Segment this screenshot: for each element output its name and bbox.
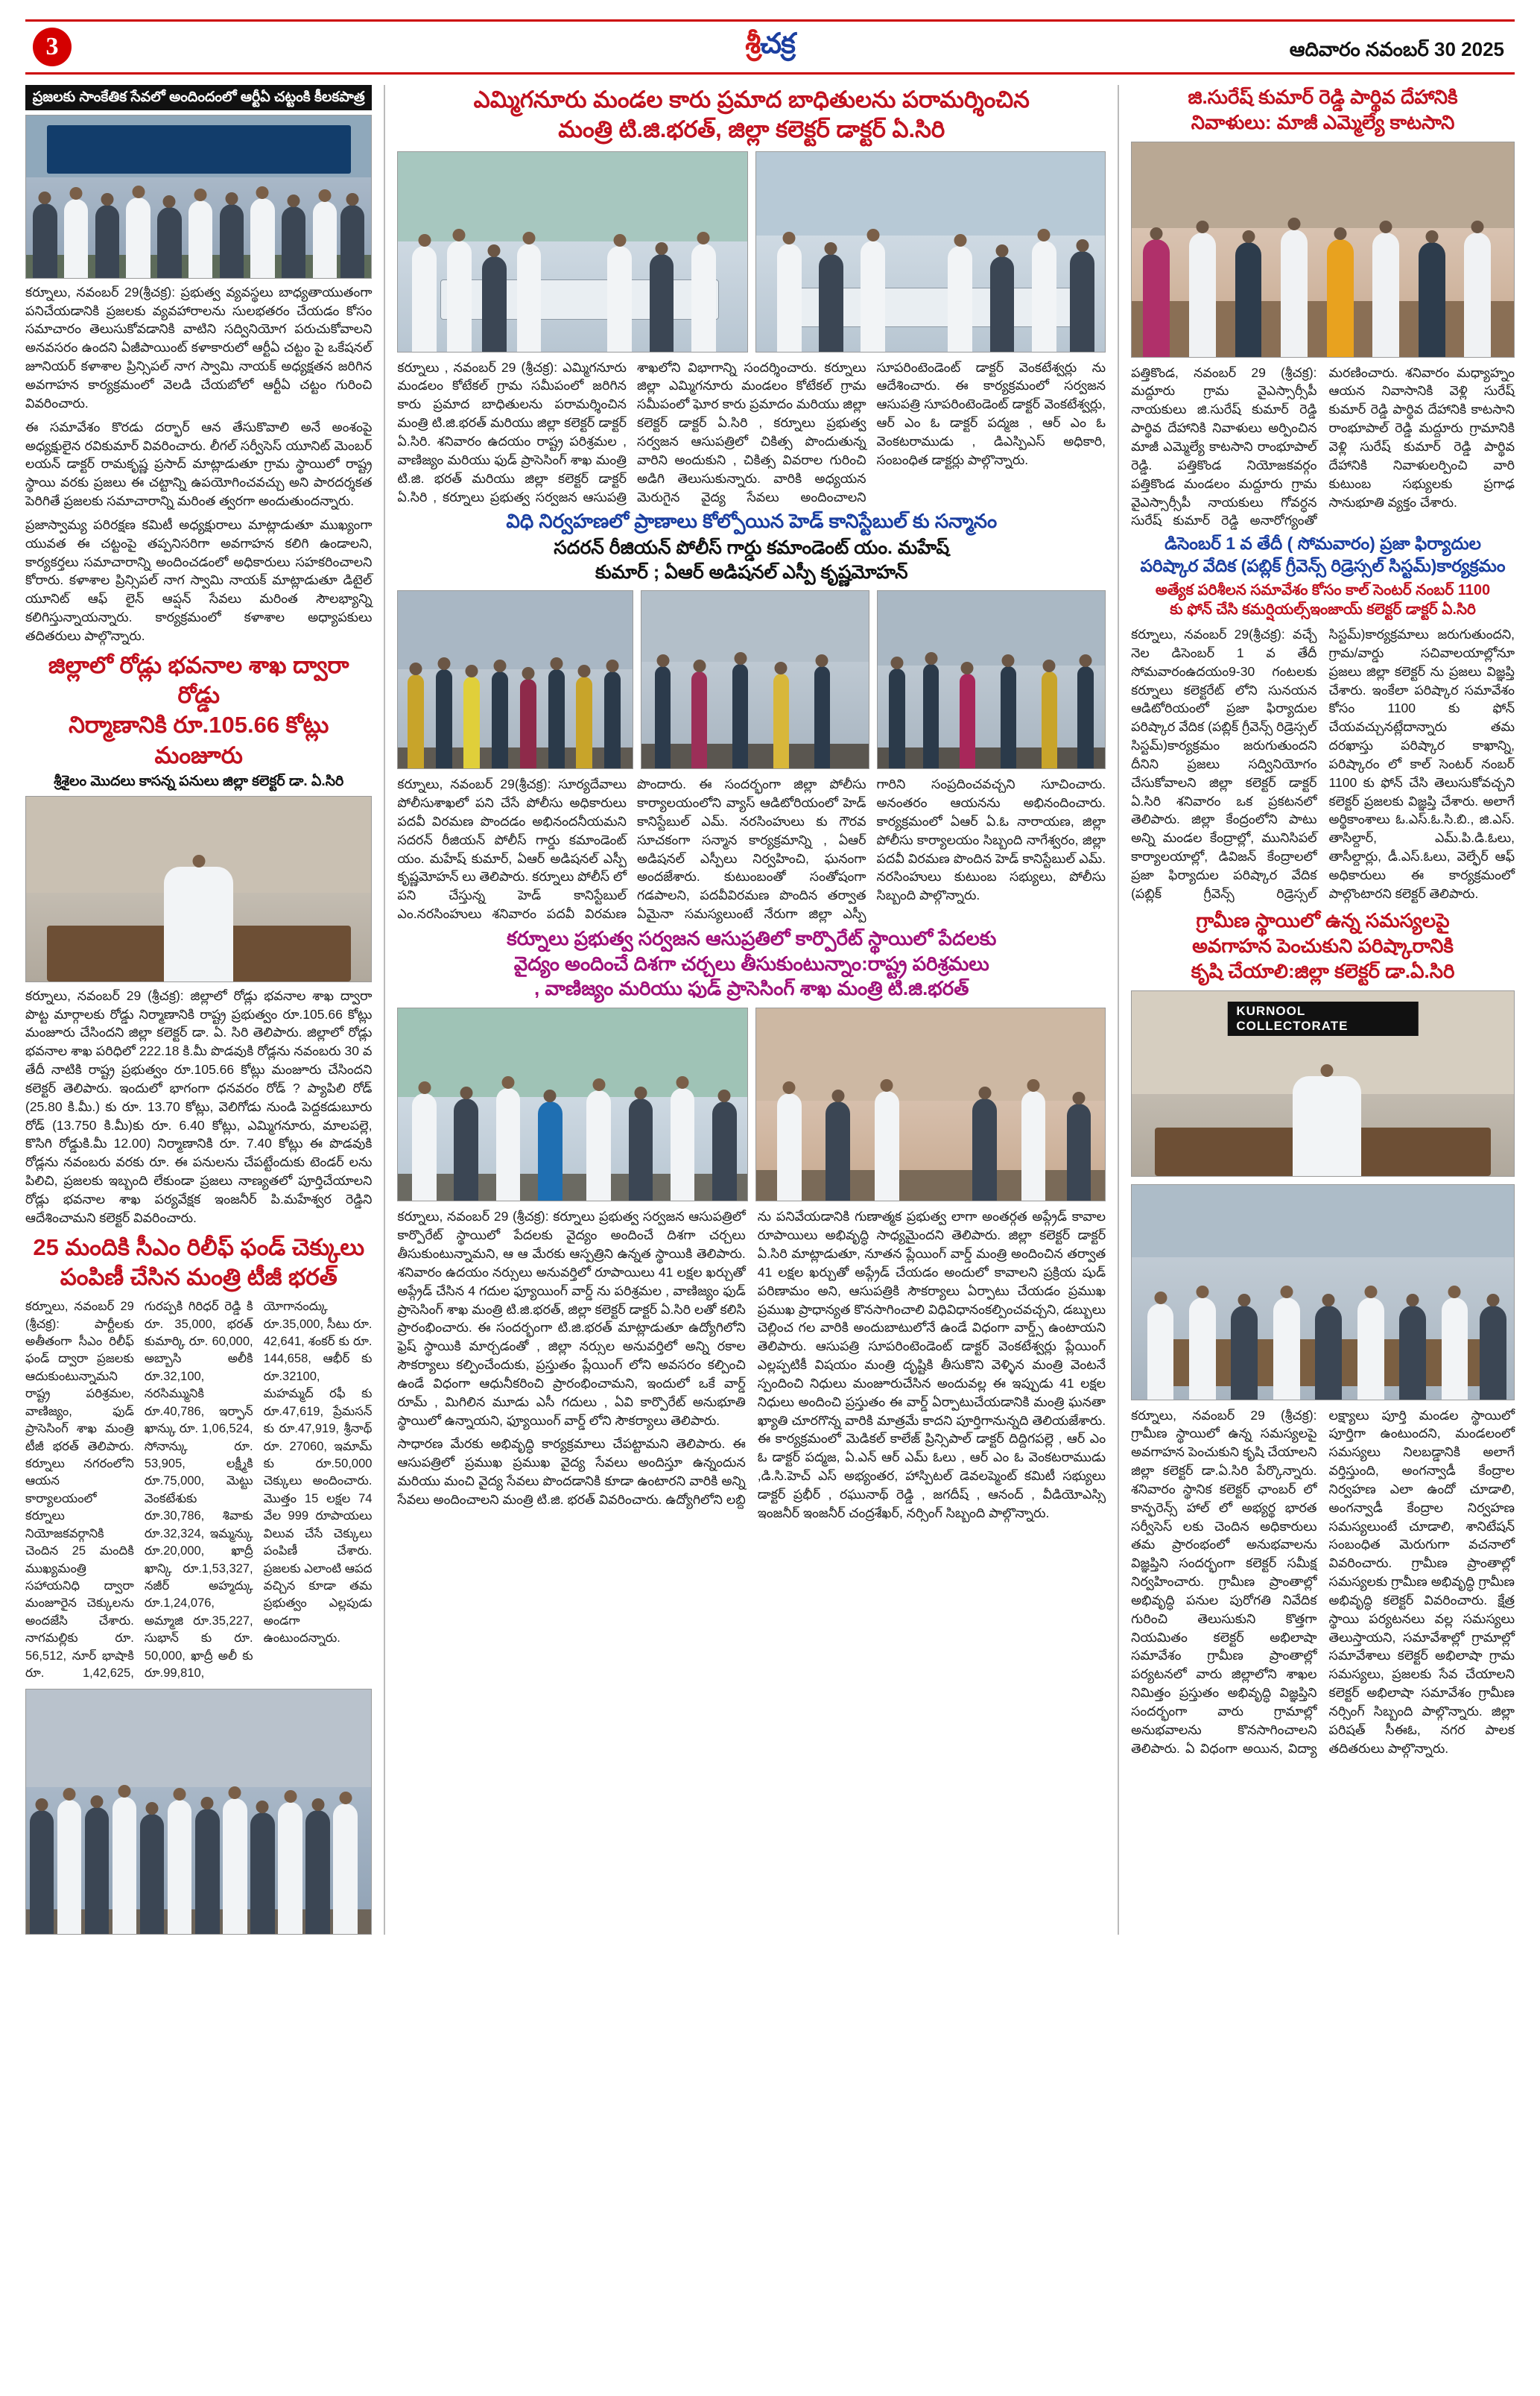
c2-story2-headline-1: విధి నిర్వహణలో ప్రాణాలు కోల్పోయిన హెడ్ కానిస్టేబుల్ కు సన్మానం <box>506 510 998 533</box>
c3-story1-headline-2: నివాళులు: మాజీ ఎమ్మెల్యే కాటసాని <box>1191 110 1455 133</box>
c2-story3-photo-1 <box>397 1008 747 1201</box>
c3-story3-photo-2 <box>1131 1184 1515 1400</box>
c3-story3-headline-1: గ్రామీణ స్థాయిలో ఉన్న సమస్యలపై <box>1196 909 1450 932</box>
c3-story2-sub-2: కు ఫోన్ చేసి కమర్షియల్స్ఇంజాయ్ కలెక్టర్ డాక్టర్ ఏ.సిరి <box>1170 601 1476 618</box>
c2-story2-photo-3 <box>877 590 1106 769</box>
c3-story3-body: కర్నూలు, నవంబర్ 29 (శ్రీచక్ర): గ్రామీణ స్థాయిలో ఉన్న సమస్యలపై అవగాహన పెంచుకుని కృషి చేయాలని జిల్లా కలెక్టర్ డా.ఏ.సిరి పేర్కొన్నారు. శనివారం స్థానిక కలెక్టర్ ఛాంబర్ లో కాన్ఫరెన్స్ హాల్ లో అభ్యర్థ భారత సర్వీసెస్ లకు చెందిన అధికారులు తమ ప్రారంభంలో అనుభవాలను విజ్ఞప్తిని సందర్భంగా కలెక్టర్ సమీక్ష నిర్వహించారు. గ్రామీణ ప్రాంతాల్లో అభివృద్ధి పనుల పురోగతి నివేదిక గురించి తెలుసుకుని కొత్తగా నియమితం కలెక్టర్ అభిలాషా సమావేశం గ్రామీణ ప్రాంతాల్లో పర్యటనలో వారు జిల్లాలోని శాఖల నిమిత్తం ప్రస్తుతం అభివృద్ధి విజ్ఞప్తిని సందర్భంగా వారు గ్రామాల్లో అనుభవాలను కొనసాగించాలని తెలిపారు. ఏ విధంగా అయిన, విద్యా లక్ష్యాలు పూర్తి మండల స్థాయిలో పూర్తిగా ఉంటుందని, మండలంలో సమస్యలు నిలబడ్డానికి అలాగే వర్తిస్తుంది, అంగన్వాడీ కేంద్రాల నిర్వహణ ఎలా ఉందో చూడాలి, అంగన్వాడీ కేంద్రాల నిర్వహణ సమస్యలుంటే చూడాలి, శానిటేషన్ సంబంధిత మెరుగుగా వచనాలో వివరించారు. గ్రామీణ ప్రాంతాల్లో సమస్యలకు గ్రామీణ అభివృద్ధి గ్రామీణ అభివృద్ధి కలెక్టర్ వివరించారు. క్షేత్ర స్థాయి పర్యటనలు వల్ల సమస్యలు తెలుస్తాయని, సమావేశాల్లో గ్రామాల్లో సమావేశాలు కలెక్టర్ అభిలాషా గ్రామ సమస్యలు, ప్రజలకు సేవ చేయాలని కలెక్టర్ అభిలాషా సమావేశం గ్రామీణ నర్సింగ్ సిబ్బంది పాల్గొన్నారు. జిల్లా పరిషత్ సీఈఓ, నగర పాలక తదితరులు పాల్గొన్నారు. <box>1131 1407 1515 1756</box>
c3-story1-photo <box>1131 142 1515 358</box>
dateline: ఆదివారం నవంబర్ 30 2025 <box>1289 38 1504 60</box>
column-divider-1 <box>384 85 385 1935</box>
c3-story3-photo-1 <box>1131 990 1515 1177</box>
column-right <box>1131 85 1515 1935</box>
c3-story3-headline-2: అవగాహన పెంచుకుని పరిష్కారానికి <box>1192 934 1454 957</box>
story2-body: కర్నూలు, నవంబర్ 29 (శ్రీచక్ర): జిల్లాలో రోడ్లు భవనాల శాఖ ద్వారా పొట్ట మార్గాలకు రోడ్డు నిర్మాణానికి రాష్ట్ర ప్రభుత్వం రూ.105.66 కోట్లు మంజూరు చేసిందని జిల్లా కలెక్టర్ డా. ఏ. సిరి తెలిపారు. జిల్లాలో రోడ్లు భవనాల శాఖ పరిధిలో 222.18 కి.మీ పొడవుకి రోడ్లను నవంబరు 30 వ తేదీ నాటికి రాష్ట్ర ప్రభుత్వం రూ.105.66 కోట్లు మంజూరు చేసిందని కలెక్టర్ తెలిపారు. ఇందులో భాగంగా ధనవరం రోడ్ ? ప్యాపిలి రోడ్ (25.80 కి.మీ.) కు రూ. 13.70 కోట్లు, వెలిగోడు నుండి పెద్దకడుబూరు రోడ్ (13.750 కి.మీ)కు రూ. 6.40 కోట్లు, ఎమ్మిగనూరు, మాలపల్లె, కొసిగి రోడ్డుకి.మీ 12.00) నిర్మాణానికి రూ. 7.40 కోట్లు ఈ పొడవుకి రోడ్లను నవంబరు వరకు రూ. ఈ పనులను చేపట్టేందుకు టెండర్ లను పిలిచి, ప్రజలకు ఇబ్బంది లేకుండా ప్రజలు నాణ్యతలో పూర్తిచేయాలని రోడ్లు భవనాల శాఖ పర్యవేక్షక ఇంజనీర్ పి.మహేశ్వర రెడ్డిని ఆదేశించామని కలెక్టర్ వివరించారు. <box>25 987 373 1225</box>
column-divider-2 <box>1118 85 1119 1935</box>
c3-story1-headline-1: జి.సురేష్ కుమార్ రెడ్డి పార్థివ దేహానికి <box>1188 86 1458 108</box>
c3-story3-headline-3: కృషి చేయాలి:జిల్లా కలెక్టర్ డా.ఏ.సిరి <box>1191 959 1455 982</box>
publication-logo <box>745 28 795 67</box>
story2-subhead: శ్రీశైలం మొదలు కాసన్న పనులు జిల్లా కలెక్టర్ డా. ఏ.సిరి <box>54 773 344 789</box>
page-number: 3 <box>33 28 72 66</box>
story3-body: కర్నూలు, నవంబర్ 29 (శ్రీచక్ర): పార్టీలకు అతీతంగా సీఎం రిలీఫ్ ఫండ్ ద్వారా ప్రజలకు ఆదుకుంటున్నామని రాష్ట్ర పరిశ్రమల, వాణిజ్యం, ఫుడ్ ప్రాసెసింగ్ శాఖ మంత్రి టీజీ భరత్ తెలిపారు. కర్నూలు నగరంలోని ఆయన కార్యాలయంలో కర్నూలు నియోజకవర్గానికి చెందిన 25 మందికి ముఖ్యమంత్రి సహాయనిధి ద్వారా మంజూరైన చెక్కులను అందజేసి చేశారు. నాగమల్లికు రూ. 56,512, నూర్ భాషాకి రూ. 1,42,625, గురప్పకి గిరిధర్ రెడ్డి కి రూ. 35,000, భరత్ కుమార్కి రూ. 60,000, అబ్బాసి అలీకి రూ.32,100, నరసిమ్మునికి రూ.40,786, ఇర్ఫాన్ ఖాన్కు రూ. 1,06,524, సోనాన్కు రూ. 53,905, లక్ష్మీకి రూ.75,000, మెట్టు వెంకటేశుకు రూ.30,786, శివాకు రూ.32,324, ఇమ్మన్కు రూ.20,000, ఖాద్రీ ఖాన్కి రూ.1,53,327, నజీర్ అహ్మద్కు రూ.1,24,076, అమ్మాజి రూ.35,227, సుభాన్ కు రూ. 50,000, ఖాద్రీ అలీ కు రూ.99,810, యోగానంద్కు రూ.35,000, సీటు రూ. 42,641, శంకర్ కు రూ. 144,658, ఆభీర్ కు రూ.32100, మహమ్మద్ రఫీ కు రూ.47,619, ప్రేమసన్ కు రూ.47,919, శ్రీనాథ్ రూ. 27060, ఇమామ్ కు రూ.50,000 చెక్కులు అందించారు. మొత్తం 15 లక్షల 74 వేల 999 రూపాయలు విలువ చేసే చెక్కులు పంపిణీ చేశారు. ప్రజలకు ఎలాంటి ఆపద వచ్చిన కూడా తమ ప్రభుత్వం ఎల్లపుడు అండగా ఉంటుందన్నారు. <box>25 1300 373 1681</box>
story3-headline-1: 25 మందికి సీఎం రిలీఫ్ ఫండ్ చెక్కులు <box>33 1233 365 1260</box>
masthead <box>25 19 1515 75</box>
c2-story2-photo-2 <box>641 590 869 769</box>
c2-story2-subhead-2: కుమార్ ; ఏఆర్ అడిషనల్ ఎస్పీ కృష్ణమోహన్ <box>595 561 908 583</box>
c2-story2-body: కర్నూలు, నవంబర్ 29(శ్రీచక్ర): సూర్యదేవాలు పోలీసుశాఖలో పని చేసే పోలీసు అధికారులు పదవీ విరమణ పొందడం అభినందనీయమని సదరన్ రీజియన్ పోలీస్ గార్డు కమాండెంట్ యం. మహేష్ కుమార్, ఏఆర్ అడిషనల్ ఎస్పీ కృష్ణమోహన్ లు తెలిపారు. కర్నూలు పోలీస్ లో పని చేస్తున్న హెడ్ కానిస్టేబుల్ ఎం.నరసింహులు శనివారం పదవీ విరమణ పొందారు. ఈ సందర్భంగా జిల్లా పోలీసు కార్యాలయంలోని వ్యాస్ ఆడిటోరియంలో హెడ్ కానిస్టేబుల్ ఎమ్. నరసింహులు కు గౌరవ సూచకంగా సన్మాన కార్యక్రమాన్ని , ఏఆర్ అడిషనల్ ఎస్పీలు నిర్వహించి, ఘనంగా అందజేశారు. కుటుంబంతో సంతోషంగా గడపాలని, పదవీవిరమణ పొందిన తర్వాత ఏమైనా సమస్యలుంటే నేరుగా జిల్లా ఎస్పీ గారిని సంప్రదించవచ్చని సూచించారు. అనంతరం ఆయనను అభినందించారు. కార్యక్రమంలో ఏఆర్ ఏ.ఓ నారాయణ, జిల్లా పోలీసు కార్యాలయం సిబ్బంది నాగేశ్వరం, జిల్లా పదవీ విరమణ పొందిన హెడ్ కానిస్టేబుల్ ఎమ్. నరసింహులు కుటుంబ సభ్యులు, పోలీసు సిబ్బంది పాల్గొన్నారు. <box>397 777 1106 922</box>
c3-story2-sub-1: అత్యేక పరిశీలన సమావేశం కోసం కాల్ సెంటర్ నంబర్ 1100 <box>1155 581 1491 598</box>
story3-photo <box>25 1689 372 1935</box>
story2-headline-1: జిల్లాలో రోడ్లు భవనాల శాఖ ద్వారా రోడ్డు <box>48 651 349 709</box>
photo-people <box>26 177 371 278</box>
collectorate-sign: KURNOOL COLLECTORATE <box>1227 1002 1418 1036</box>
story1-kicker: ప్రజలకు సాంకేతిక సేవలో అందిందంలో ఆర్టీఏ చట్టంకి కీలకపాత్ర <box>25 85 372 110</box>
column-center <box>397 85 1106 1935</box>
story1-photo <box>25 115 372 279</box>
c3-story2-body: కర్నూలు, నవంబర్ 29(శ్రీచక్ర): వచ్చే నెల డిసెంబర్ 1 వ తేదీ సోమవారంఉదయం9-30 గంటలకు కర్నూలు కలెక్టరేట్ లోని సునయన ఆడిటోరియంలో ప్రజా ఫిర్యాదుల పరిష్కార వేదిక (పబ్లిక్ గ్రీవెన్స్ రిడ్రెస్సల్ సిస్టమ్)కార్యక్రమం జరుగుతుందని దీనిని ప్రజలు సద్వినియోగం చేసుకోవాలని జిల్లా కలెక్టర్ డాక్టర్ ఏ.సిరి శనివారం ఒక ప్రకటనలో తెలిపారు. జిల్లా కేంద్రంలోని పాటు అన్ని మండల కేంద్రాల్లో, మునిసిపల్ కార్యాలయాల్లో, డివిజన్ కేంద్రాలలో ప్రజా ఫిర్యాదుల పరిష్కార వేదిక (పబ్లిక్ గ్రీవెన్స్ రిడ్రెస్సల్ సిస్టమ్)కార్యక్రమాలు జరుగుతుందని, గ్రామ/వార్డు సచివాలయాల్లోనూ ప్రజలు జిల్లా కలెక్టర్ ను ప్రజలు విజ్ఞప్తి చేశారు. ఇంకేలా పరిష్కార సమావేశం కోసం 1100 కు ఫోన్ చేయవచ్చునట్లేదాన్నారు తమ దరఖాస్తు పరిష్కార కాఖాన్ని, పరిష్కారం లో కాల్ సెంటర్ నంబర్ 1100 కు ఫోన్ చేసి తెలుసుకోవచ్చని కలెక్టర్ ప్రజలకు విజ్ఞప్తి చేశారు. అలాగే అర్థికాంశాలు ఓ.ఎస్.ఓ.సి.బి., జి.ఎస్. తాసిల్దార్, ఎమ్.పి.డి.ఓలు, తాసీల్దార్లు, డీ.ఎస్.ఓలు, వెల్ఫేర్ ఆఫ్ అధికారులు ఈ కార్యక్రమంలో పాల్గొంటారని కలెక్టర్ తెలిపారు. <box>1131 626 1515 901</box>
story2-photo <box>25 796 372 982</box>
logo-text-1: శ్రీ <box>745 28 761 60</box>
story3-headline-2: పంపిణీ చేసిన మంత్రి టీజీ భరత్ <box>60 1263 338 1290</box>
c3-story2-headline-2: పరిష్కార వేదిక (పబ్లిక్ గ్రీవెన్స్ రిడ్రెస్సల్ సిస్టమ్)కార్యక్రమం <box>1140 556 1506 576</box>
c2-story3-headline-1: కర్నూలు ప్రభుత్వ సర్వజన ఆసుప్రతిలో కార్పొరేట్ స్థాయిలో పేదలకు <box>507 926 997 949</box>
c3-story1-body: పత్తికొండ, నవంబర్ 29 (శ్రీచక్ర): మద్దూరు గ్రామ వైఎస్సార్సీపీ నాయకులు జి.సురేష్ కుమార్ రెడ్డి పార్థివ దేహానికి నివాళులు అర్పించిన మాజీ ఎమ్మెల్యే కాటసాని రాంభూపాల్ రెడ్డి. పత్తికొండ నియోజకవర్గం పత్తికొండ మండలం మద్దూరు గ్రామ వైఎస్సార్సీపీ నాయకులు గోవర్ధన సురేష్ కుమార్ రెడ్డి అనారోగ్యంతో మరణించారు. శనివారం మధ్యాహ్నం ఆయన నివాసానికి వెళ్లి సురేష్ కుమార్ రెడ్డి పార్థివ దేహానికి కాటసాని రాంభూపాల్ రెడ్డి మద్దూరు గ్రామానికి వెళ్లి సురేష్ కుమార్ రెడ్డి పార్థివ దేహానికి నివాళులర్పించి వారి కుటుంబ సభ్యులకు ప్రగాఢ సానుభూతి వ్యక్తం చేశారు. <box>1131 364 1515 528</box>
c2-story3-body: కర్నూలు, నవంబర్ 29 (శ్రీచక్ర): కర్నూలు ప్రభుత్వ సర్వజన ఆసుపత్రిలో కార్పొరేట్ స్థాయిలో పేదలకు వైద్యం అందించే దిశగా చర్చలు తీసుకుంటున్నామని, ఆ ఆ మేరకు ఆస్పత్రిని ఉన్నత స్థాయికి తెలిపారు. శనివారం ఉదయం నర్సులు అనువర్తిలో రూపాయిలు 41 లక్షల ఖర్చుతో అప్గ్రేడ్ చేసిన 4 గదుల ఫ్యూయింగ్ వార్డ్ ను పరిశ్రమల , వాణిజ్యం ఫుడ్ ప్రాసెసింగ్ శాఖ మంత్రి టి.జి.భరత్, జిల్లా కలెక్టర్ డాక్టర్ ఏ.సిరి లతో కలిసి ప్రారంభించారు. ఈ సందర్భంగా టి.జి.భరత్ మాట్లాడుతూ ఉద్యోగిలోని ఫ్రెష్ స్థాయికి మార్చడంతో , జిల్లా నర్సుల అనువర్తిలో అన్ని రకాల సౌకర్యాలు కల్పించేందుకు, ప్రస్తుతం ప్లేయింగ్ లోని అవసరం కల్పించి ఉండే విధంగా ఆధునీకరించి ప్రారంభించామని, ఇందులో ఒకే వార్డ్ రూమ్ , మిగిలిన మూడు ఎసీ గదులు , ఏవి కార్పొరేట్ అనుభూతి స్థాయిలో ఉన్నాయని, ఫ్యూయింగ్ వార్డ్ లోని సౌకర్యాలు తెలిపారు. సాధారణ మేరకు అభివృద్ధి కార్యక్రమాలు చేపట్టామని తెలిపారు. ఈ ఆసుపత్రిలో ప్రముఖ ప్రముఖ వైద్య సేవలు అందిస్తూ ఉన్నందున మరియు మంచి వైద్య సేవలు పొందడానికి కూడా ఉంటారని వారికి అన్ని సేవలు అందించాలని మంత్రి టి.జి. భరత్ వివరించారు. ఉద్యోగిలోని లబ్ది ను పనివేయడానికి గుణాత్మక ప్రభుత్వ లాగా అంతర్గత అప్గ్రేడ్ కావాల రూపాయిలు అభివృద్ధి సాధ్యమైందని తెలిపారు. జిల్లా కలెక్టర్ డాక్టర్ ఏ.సిరి మాట్లాడుతూ, నూతన ప్లేయింగ్ వార్డ్ మంత్రి అందించిన తర్వాత 41 లక్షల ఖర్చుతో అప్గ్రేడ్ చేయడం అందులో కావాలని ప్రక్రియ షుడ్ పరిణామం అని, ఆసుపత్రికి సౌకర్యాలు ఏర్పాటు చేయడం ప్రముఖ ప్రముఖ ప్రాధాన్యత కొనసాగించాలి విధివిధానంకల్పించవచ్చని, డబ్బులు చెల్లించ గల వారికి అందుబాటులోనే ఉండే విధంగా వార్డ్స్ ఉంటాయని తెలిపారు. ఆసుపత్రి సూపరింటెండెంట్ డాక్టర్ వెంకటేశ్వర్లు ప్లేయింగ్ ఎల్లప్పటికీ విషయం మంత్రి దృష్టికి తీసుకొని వెళ్ళిన మంత్రి వెంటనే స్పందించి నిధులు మంజూరుచేసిన అందువల్ల ఈ ఇప్పుడు 41 లక్షల నిధులు అందించి ప్రస్తుతం ఈ వార్డ్ ఏర్పాటుచేయడానికి మంత్రి ఘనతా ఖ్యాతి చూరగొన్న వారికి మాత్రమే కాదని పూర్తిగానున్నది తెలియజేశారు. ఈ కార్యక్రమంలో మెడికల్ కాలేజ్ ప్రిన్సిపాల్ డాక్టర్ దిద్దిగపల్లె , ఆర్ ఎం ఓ డాక్టర్ పద్మజ, ఏ.ఎన్ ఆర్ ఎమ్ ఓలు , ఆర్ ఎం ఓ వెంకటరాముడు ,డి.సి.హెచ్ ఎస్ అభ్యంతర, హాస్పిటల్ డెవలప్మెంట్ కమిటీ సభ్యులు డాక్టర్ ప్రభీర్ , రఘునాథ్ రెడ్డి , జగదీష్ , ఆనంద్ , వీడియోఎస్సి ఇంజనీర్ ఇంజనీర్ చంద్రశేఖర్, నర్సింగ్ సిబ్బంది పాల్గొన్నారు. <box>397 1209 1106 1520</box>
column-left <box>25 85 372 1935</box>
story1-body: కర్నూలు, నవంబర్ 29(శ్రీచక్ర): ప్రభుత్వ వ్యవస్థలు బాధ్యతాయుతంగా పనిచేయడానికి ప్రజలకు వ్యవహారాలను సులభతరం చేయడం కోసం సమాచారం తెలుసుకోవడానికి వాటిని సద్వినియోగ పరుచుకోవాలని అనవసరం ఉందని ఏజీపాయింట్ కళాకారులో ఆర్టీఏ చట్టం పై ఒకేషనల్ జూనియర్ కళాశాల ప్రిన్సిపల్ నాగ స్వామి నాయక్ అధ్యక్షతన జరిగిన అవగాహన కార్యక్రమంలో వెలడి చేయబోలో ఆర్టీఏ చట్టం గురించి వివరించారు. ఈ సమావేశం కొరడు దర్భార్ ఆన తేసుకొవాలి అనే అంశంపై అధ్యక్షులైన రవికుమార్ వివరించారు. లీగల్ సర్వీసెస్ యూనిట్ మెంబర్ లయన్ డాక్టర్ రామకృష్ణ ప్రసాద్ మాట్లాడుతూ గ్రామ స్థాయిలో రాష్ట్ర స్థాయి వరకు ప్రజలు ఈ చట్టాన్ని ఉపయోగించవచ్చు అని పారదర్శకత పెరిగితే ప్రజలకు సమాచారాన్ని మరింత త్వరగా అందుతుందన్నారు. ప్రజాస్వామ్య పరిరక్షణ కమిటీ అధ్యక్షురాలు మాట్లాడుతూ ముఖ్యంగా యువత ఈ చట్టంపై తప్పనిసరిగా అవగాహన కలిగి ఉండాలని, కార్యకర్తలు సమాచారాన్ని అందించడంలో అధికారులు సహకరించాలని కోరారు. కళాశాల ప్రిన్సిపల్ నాగ స్వామి నాయక్ మాట్లాడుతూ డిటైల్ యూనిట్ ఆఫ్ లైన్ ఆప్షన్ సేవలు మరింత సౌలభ్యాన్ని కలిగిస్తున్నాయన్నారు. కార్యక్రమంలో కళాశాల అధ్యాపకులు తదితరులు పాల్గొన్నారు. <box>25 284 373 643</box>
logo-text-2: చక్ర <box>760 28 795 60</box>
c2-story3-headline-3: , వాణిజ్యం మరియు ఫుడ్ ప్రాసెసింగ్ శాఖ మంత్రి టి.జి.భరత్ <box>534 977 969 1000</box>
c3-story2-headline-1: డిసెంబర్ 1 వ తేదీ ( సోమవారం) ప్రజా ఫిర్యాదుల <box>1164 534 1481 554</box>
c2-story3-headline-2: వైద్యం అందించే దిశగా చర్చలు తీసుకుంటున్నాం:రాష్ట్ర పరిశ్రమలు <box>513 952 989 975</box>
newspaper-page <box>0 19 1540 2396</box>
c2-story2-subhead-1: సదరన్ రీజియన్ పోలీస్ గార్డు కమాండెంట్ యం. మహేష్ <box>554 537 950 559</box>
c2-story1-body: కర్నూలు , నవంబర్ 29 (శ్రీచక్ర): ఎమ్మిగనూరు మండలం కోటేకల్ గ్రామ సమీపంలో జరిగిన కారు ప్రమాద బాధితులను పరామర్శించిన మంత్రి టి.జి.భరత్ మరియు జిల్లా కలెక్టర్ డాక్టర్ ఏ.సిరి. శనివారం ఉదయం రాష్ట్ర పరిశ్రమల , వాణిజ్యం మరియు ఫుడ్ ప్రాసెసింగ్ శాఖ మంత్రి టి.జి. భరత్ మరియు జిల్లా కలెక్టర్ డాక్టర్ ఏ.సిరి , కర్నూలు ప్రభుత్వ సర్వజన ఆసుపత్రి శాఖలోని విభాగాన్ని సందర్శించారు. కర్నూలు జిల్లా ఎమ్మిగనూరు మండలం కోటేకల్ గ్రామ సమీపంలో ఘోర కారు ప్రమాదం మరియు జిల్లా కలెక్టర్ డాక్టర్ ఏ.సిరి , కర్నూలు ప్రభుత్వ సర్వజన ఆసుపత్రిలో చికిత్స పొందుతున్న వారిని అందుకుని , చికిత్స వివరాల గురించి అడిగి తెలుసుకున్నారు. వారికి అధ్యయన మెరుగైన వైద్య సేవలు అందించాలని సూపరింటెండెంట్ డాక్టర్ వెంకటేశ్వర్లు ను ఆదేశించారు. ఈ కార్యక్రమంలో సర్వజన ఆసుపత్రి సూపరింటెండెంట్ డాక్టర్ వెంకటేశ్వర్లు, ఆర్ ఎం ఓ డాక్టర్ పద్మజ , ఆర్ ఎం ఓ వెంకటరాముడు , డిఎస్పిఎస్ అధికారి, సంబంధిత డాక్టర్లు పాల్గొన్నారు. <box>397 359 1106 505</box>
c2-story3-photo-2 <box>755 1008 1106 1201</box>
c2-story2-photo-1 <box>397 590 633 769</box>
story2-headline-2: నిర్మాణానికి రూ.105.66 కోట్లు మంజూరు <box>69 712 329 768</box>
c2-story1-headline-2: మంత్రి టి.జి.భరత్, జిల్లా కలెక్టర్ డాక్టర్ ఏ.సిరి <box>558 116 945 143</box>
c2-story1-photo-1 <box>397 151 747 353</box>
c2-story1-headline-1: ఎమ్మిగనూరు మండల కారు ప్రమాద బాధితులను పరామర్శించిన <box>473 86 1030 113</box>
columns-grid <box>25 85 1515 1935</box>
c2-story1-photo-2 <box>755 151 1106 353</box>
